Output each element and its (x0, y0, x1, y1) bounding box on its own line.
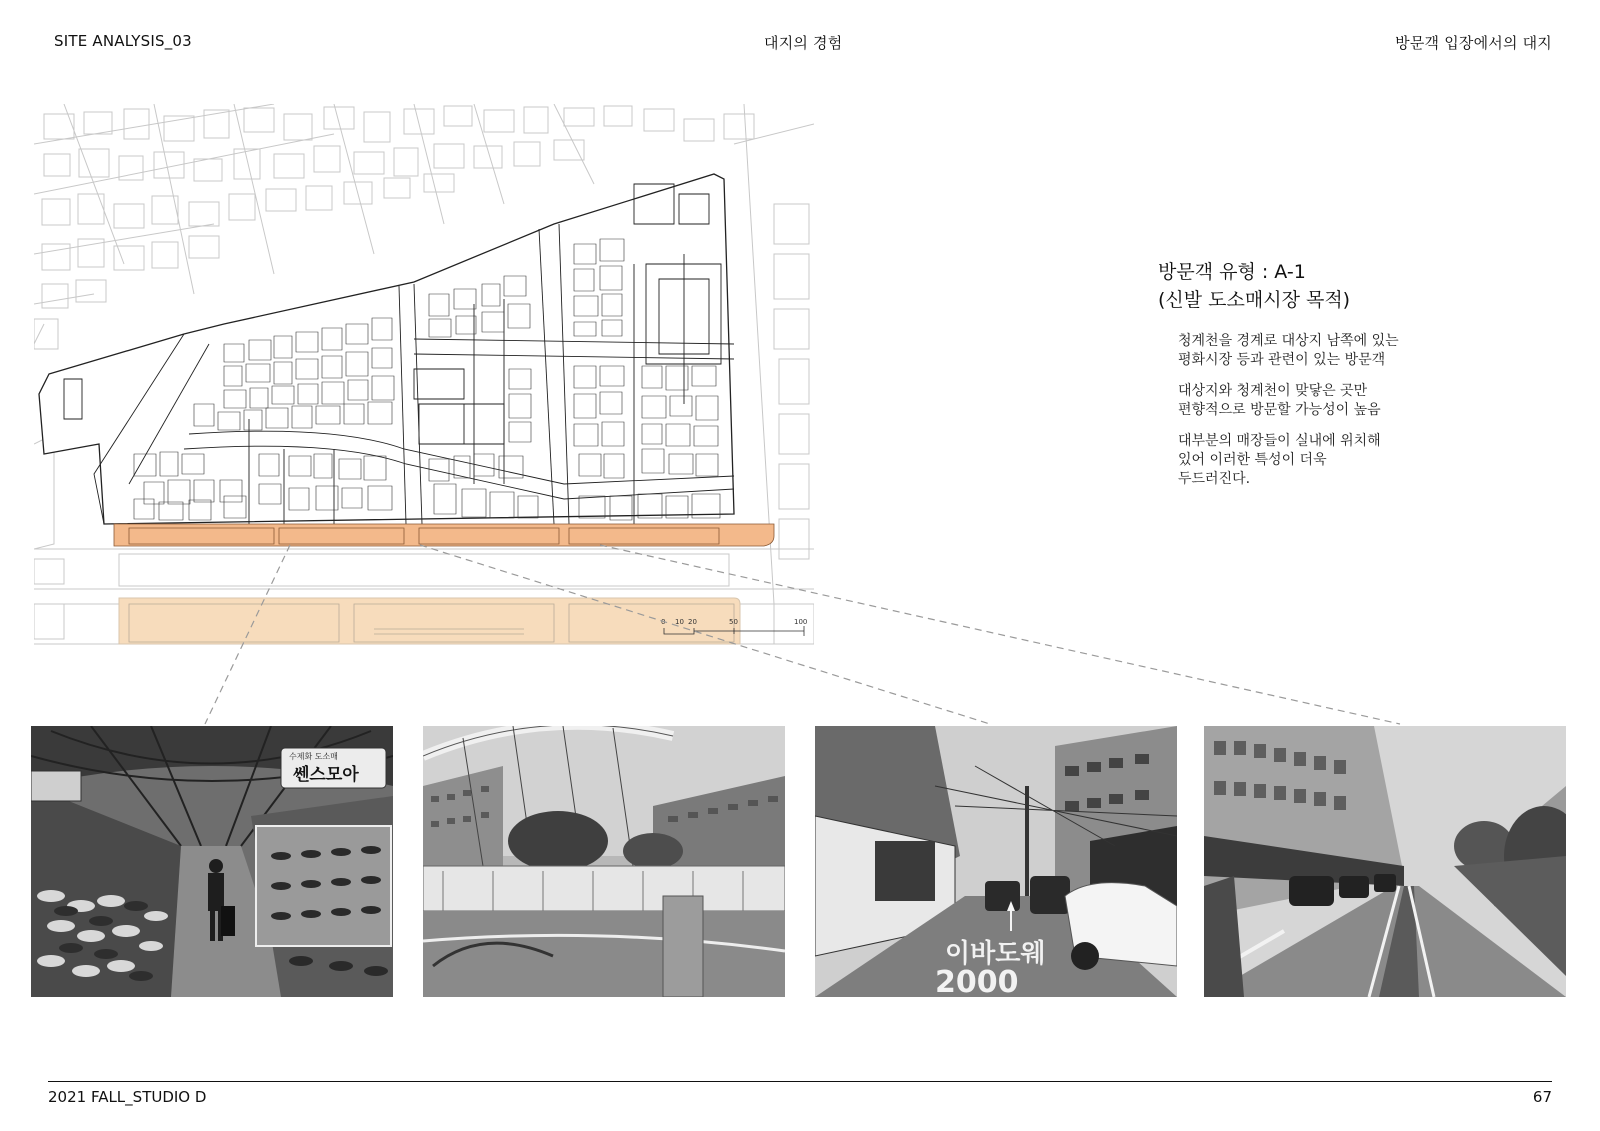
description-paragraph: 대부분의 매장들이 실내에 위치해 있어 이러한 특성이 더욱 두드러진다. (1178, 433, 1381, 487)
footer-studio-label: 2021 FALL_STUDIO D (48, 1088, 207, 1106)
visitor-type-description (1178, 332, 1518, 489)
scale-label-50: 50 (729, 618, 738, 626)
market-band-south (119, 598, 740, 644)
road-marking-top: 이바도웨 (945, 939, 1046, 969)
road-marking-bottom: 2000 (935, 965, 1019, 997)
scale-label-0: 0 (661, 618, 666, 626)
header-section-label: SITE ANALYSIS_03 (54, 32, 192, 50)
header-page-title: 방문객 입장에서의 대지 (1395, 34, 1552, 52)
shop-sign-top-text: 수제화 도소매 (289, 752, 338, 761)
visitor-type-title: 방문객 유형 : A-1 (신발 도소매시장 목적) (1158, 261, 1351, 311)
photo-side-street (815, 726, 1177, 997)
scale-label-100: 100 (794, 618, 808, 626)
photo-shoe-market-interior (31, 726, 393, 997)
description-paragraph: 청계천을 경계로 대상지 남쪽에 있는 평화시장 등과 관련이 있는 방문객 (1178, 333, 1399, 368)
footer-rule (48, 1081, 1552, 1082)
shop-sign-main-text: 쎈스모아 (293, 765, 359, 785)
page-number: 67 (1532, 1088, 1552, 1106)
header-chapter-title: 대지의 경험 (764, 34, 843, 52)
scale-label-10: 10 (675, 618, 684, 626)
site-map (34, 104, 814, 656)
market-frontage-highlight (114, 524, 774, 546)
photo-main-road (1204, 726, 1566, 997)
photo-stream-bridge (423, 726, 785, 997)
scale-label-20: 20 (688, 618, 697, 626)
description-paragraph: 대상지와 청계천이 맞닿은 곳만 편향적으로 방문할 가능성이 높음 (1178, 383, 1381, 418)
visitor-type-note (1158, 258, 1518, 501)
